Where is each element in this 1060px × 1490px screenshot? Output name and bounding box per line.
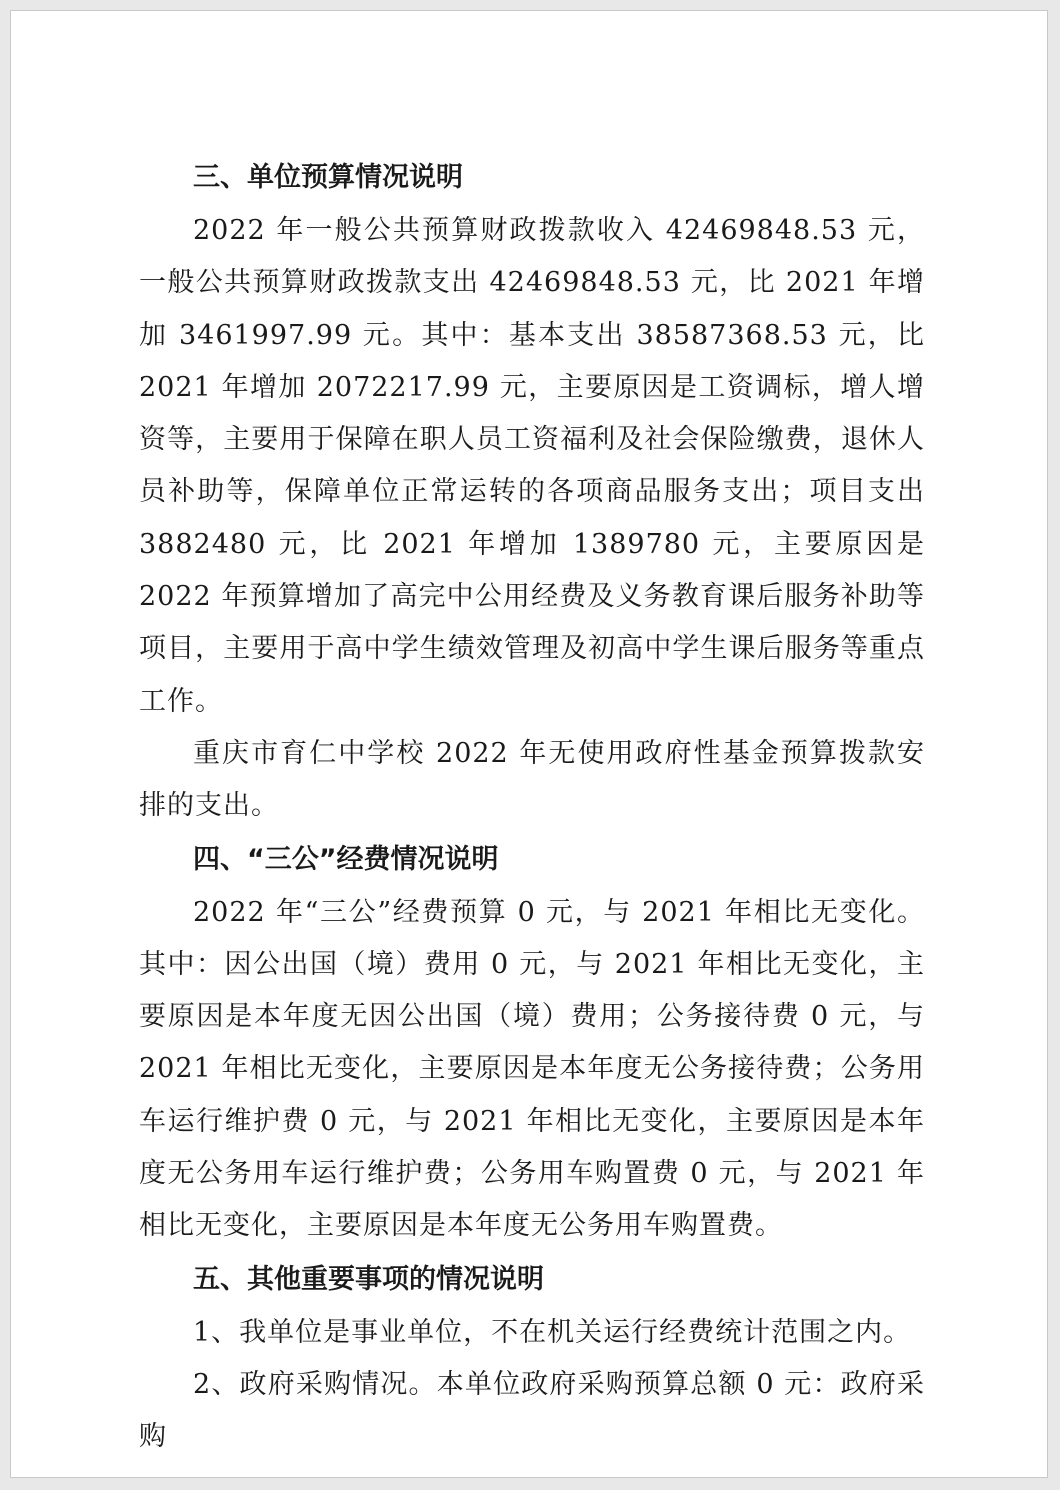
document-page	[10, 10, 1048, 1478]
paragraph-procurement: 2、政府采购情况。本单位政府采购预算总额 0 元：政府采购	[139, 1368, 925, 1453]
section-heading-three-public: 四、“三公”经费情况说明	[193, 843, 499, 875]
section-heading-budget: 三、单位预算情况说明	[193, 162, 463, 193]
section-heading-other-matters: 五、其他重要事项的情况说明	[193, 1263, 544, 1295]
paragraph-three-public-expenses: 2022 年“三公”经费预算 0 元，与 2021 年相比无变化。其中：因公出国（境）费用 0 元，与 2021 年相比无变化，主要原因是本年度无因公出国（境）费用；公务接待费 0 元，与 2021 年相比无变化，主要原因是本年度无公务接待费；公务用车运行维护费 0 元，与 2021 年相比无变化，主要原因是本年度无公务用车运行维护费；公务用车购置费 0 元，与 2021 年相比无变化，主要原因是本年度无公务用车购置费。	[139, 896, 925, 1242]
paragraph-institution-note: 1、我单位是事业单位，不在机关运行经费统计范围之内。	[193, 1316, 912, 1348]
paragraph-government-fund: 重庆市育仁中学校 2022 年无使用政府性基金预算拨款安排的支出。	[139, 737, 925, 822]
paragraph-budget-summary: 2022 年一般公共预算财政拨款收入 42469848.53 元，一般公共预算财政拨款支出 42469848.53 元，比 2021 年增加 3461997.99 元。其中：基本支出 38587368.53 元，比 2021 年增加 2072217.99 元，主要原因是工资调标，增人增资等，主要用于保障在职人员工资福利及社会保险缴费，退休人员补助等，保障单位正常运转的各项商品服务支出；项目支出 3882480 元，比 2021 年增加 1389780 元，主要原因是 2022 年预算增加了高完中公用经费及义务教育课后服务补助等项目，主要用于高中学生绩效管理及初高中学生课后服务等重点工作。	[139, 215, 925, 717]
document-body	[139, 151, 925, 1464]
